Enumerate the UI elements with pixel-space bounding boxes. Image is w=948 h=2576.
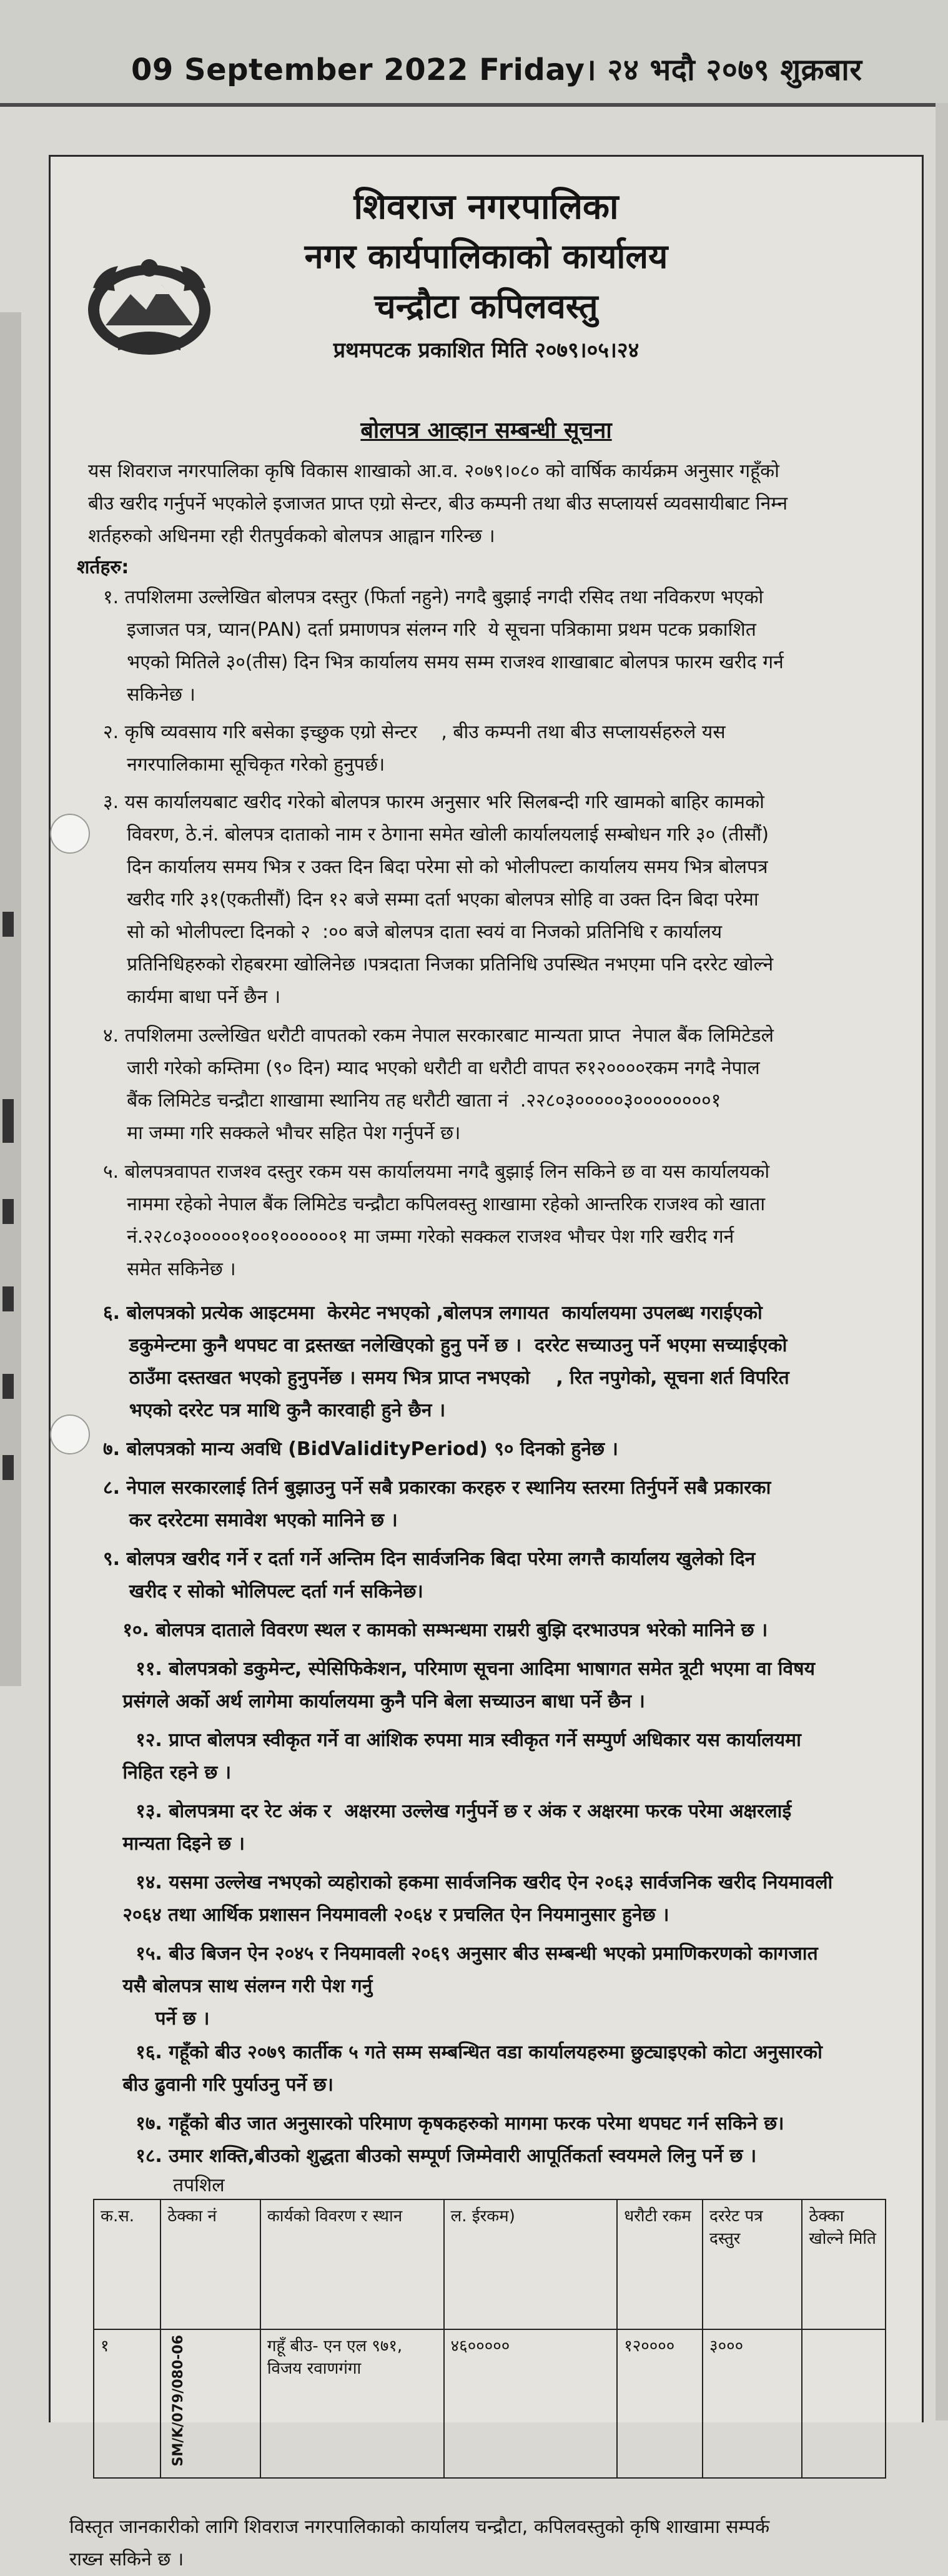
condition-item — [103, 1156, 769, 1286]
condition-item — [103, 1020, 774, 1150]
condition-line: ठाउँमा दस्तखत भएको हुनुपर्नेछ । समय भित्र प्राप्त नभएको , रित नपुगेको, सूचना शर्त विपरित — [103, 1367, 789, 1389]
condition-item — [103, 581, 784, 711]
condition-line: ११. बोलपत्रको डकुमेन्ट, स्पेसिफिकेशन, परिमाण सूचना आदिमा भाषागत समेत त्रूटी भएमा वा विषय — [103, 1658, 815, 1680]
published-date: प्रथमपटक प्रकाशित मिति २०७९।०५।२४ — [333, 338, 639, 363]
condition-line: विवरण, ठे.नं. बोलपत्र दाताको नाम र ठेगाना समेत खोली कार्यालयलाई सम्बोधन गरि ३० (तीसौं) — [103, 824, 769, 846]
condition-line: १८. उमार शक्ति,बीउको शुद्धता बीउको सम्पूर्ण जिम्मेवारी आपूर्तिकर्ता स्वयमले लिनु पर्ने छ । — [103, 2145, 757, 2167]
condition-line: १५. बीउ बिजन ऐन २०४५ र नियमावली २०६९ अनुसार बीउ सम्बन्धी भएको प्रमाणिकरणको कागजात — [103, 1943, 818, 1965]
condition-line: ९. बोलपत्र खरीद गर्ने र दर्ता गर्ने अन्तिम दिन सार्वजनिक बिदा परेमा लगत्तै कार्यालय खुलेको दिन — [103, 1548, 756, 1570]
condition-line: २. कृषि व्यवसाय गरि बसेका इच्छुक एग्रो सेन्टर , बीउ कम्पनी तथा बीउ सप्लायर्सहरुले यस — [103, 721, 726, 743]
condition-line: १३. बोलपत्रमा दर रेट अंक र अक्षरमा उल्लेख गर्नुपर्ने छ र अंक र अक्षरमा फरक परेमा अक्षरलाई — [103, 1800, 792, 1822]
intro-line: शर्तहरुको अधिनमा रही रीतपुर्वकको बोलपत्र आह्वान गरिन्छ । — [88, 525, 495, 547]
condition-line: ६. बोलपत्रको प्रत्येक आइटममा केरमेट नभएको ,बोलपत्र लगायत कार्यालयमा उपलब्ध गराईएको — [103, 1302, 763, 1324]
condition-item — [103, 1653, 815, 1718]
cell-serial: १ — [94, 2329, 160, 2478]
contract-no-text: SM/K/079/080-06 — [170, 2335, 187, 2467]
condition-line: यसै बोलपत्र साथ संलग्न गरी पेश गर्नु — [103, 1975, 373, 1997]
condition-line: १०. बोलपत्र दाताले विवरण स्थल र कामको सम्भन्धमा राम्ररी बुझि दरभाउपत्र भरेको मानिने छ । — [103, 1619, 768, 1641]
condition-item — [103, 716, 726, 781]
condition-line: समेत सकिनेछ । — [103, 1258, 236, 1280]
condition-line: डकुमेन्टमा कुनै थपघट वा द्रस्तख्त नलेखिएको हुनु पर्ने छ । दररेट सच्याउनु पर्ने भएमा सच्याईएको — [103, 1335, 788, 1356]
table-header-row — [94, 2199, 886, 2329]
newspaper-header — [0, 0, 948, 107]
condition-line: १६. गहूँको बीउ २०७९ कार्तीक ५ गते सम्म सम्बन्धित वडा कार्यालयहरुमा छुट्याइएको कोटा अनुसारको — [103, 2041, 822, 2063]
intro-paragraph — [88, 455, 788, 553]
conditions-label: शर्तहरु: — [77, 556, 129, 578]
condition-item — [103, 2108, 784, 2140]
column-header: धरौटी रकम — [617, 2199, 703, 2329]
org-name: शिवराज नगरपालिका — [353, 187, 619, 227]
condition-line: भएको दररेट पत्र माथि कुनै कारवाही हुने छैन । — [103, 1399, 446, 1421]
condition-line: ८. नेपाल सरकारलाई तिर्न बुझाउनु पर्ने सबै प्रकारका करहरु र स्थानिय स्तरमा तिर्नुपर्ने सबै प्रकारका — [103, 1477, 771, 1499]
cell-estimated-amount: ४६००००० — [444, 2329, 618, 2478]
condition-line: २०६४ तथा आर्थिक प्रशासन नियमावली २०६४ र प्रचलित ऐन नियमानुसार हुनेछ । — [103, 1904, 669, 1926]
column-header: दररेट पत्र दस्तुर — [703, 2199, 802, 2329]
condition-line: नाममा रहेको नेपाल बैंक लिमिटेड चन्द्रौटा कपिलवस्तु शाखामा रहेको आन्तरिक राजश्व को खाता — [103, 1193, 766, 1215]
condition-line: प्रतिनिधिहरुको रोहबरमा खोलिनेछ ।पत्रदाता निजका प्रतिनिधि उपस्थित नभएमा पनि दररेट खोल्ने — [103, 954, 774, 975]
condition-line: बीउ ढुवानी गरि पुर्याउनु पर्ने छ। — [103, 2074, 333, 2096]
column-header: ठेक्का खोल्ने मिति — [802, 2199, 886, 2329]
column-header: ठेक्का नं — [160, 2199, 260, 2329]
condition-item — [103, 1614, 768, 1647]
adjacent-column-edge — [0, 312, 21, 1686]
condition-item — [103, 1472, 771, 1537]
condition-line: भएको मितिले ३०(तीस) दिन भित्र कार्यालय समय सम्म राजश्व शाखाबाट बोलपत्र फारम खरीद गर्न — [103, 651, 784, 673]
table-row — [94, 2329, 886, 2478]
condition-item — [103, 786, 773, 1014]
condition-line: १. तपशिलमा उल्लेखित बोलपत्र दस्तुर (फिर्ता नहुने) नगदै बुझाई नगदी रसिद तथा नविकरण भएको — [103, 586, 764, 608]
condition-line: कर दररेटमा समावेश भएको मानिने छ । — [103, 1509, 398, 1531]
footer-line: राख्न सकिने छ । — [69, 2549, 184, 2570]
condition-line: पर्ने छ । — [103, 2008, 210, 2030]
cell-fee: ३००० — [703, 2329, 802, 2478]
condition-line: नगरपालिकामा सूचिकृत गरेको हुनुपर्छ। — [103, 754, 385, 776]
newspaper-date: 09 September 2022 Friday। २४ भदौ २०७९ शुक्रबार — [131, 52, 862, 87]
condition-item — [103, 1433, 618, 1466]
column-header: क.स. — [94, 2199, 160, 2329]
office-name: नगर कार्यपालिकाको कार्यालय — [304, 237, 668, 276]
condition-item — [103, 1867, 832, 1932]
punch-hole — [50, 1414, 90, 1454]
office-location: चन्द्रौटा कपिलवस्तु — [374, 287, 598, 326]
condition-line: ७. बोलपत्रको मान्य अवधि (BidValidityPeriod) ९० दिनको हुनेछ । — [103, 1438, 618, 1460]
condition-line: इजाजत पत्र, प्यान(PAN) दर्ता प्रमाणपत्र संलग्न गरि ये सूचना पत्रिकामा प्रथम पटक प्रकाशित — [103, 619, 756, 641]
condition-line: सकिनेछ । — [103, 684, 195, 706]
punch-hole — [50, 814, 90, 854]
condition-item — [103, 2036, 822, 2101]
condition-line: निहित रहने छ । — [103, 1762, 232, 1784]
condition-item — [103, 1938, 818, 2035]
condition-item — [103, 1543, 755, 1608]
condition-line: १७. गहूँको बीउ जात अनुसारको परिमाण कृषकहरुको मागमा फरक परेमा थपघट गर्न सकिने छ। — [103, 2113, 784, 2134]
condition-line: मान्यता दिइने छ । — [103, 1833, 245, 1855]
cell-deposit: १२०००० — [617, 2329, 703, 2478]
condition-line: दिन कार्यालय समय भित्र र उक्त दिन बिदा परेमा सो को भोलीपल्टा कार्यालय समय भित्र बोलपत्र — [103, 856, 768, 878]
cell-open-date — [802, 2329, 886, 2478]
cell-contract-no — [160, 2329, 260, 2478]
condition-line: नं.२२८०३०००००१००१००००००१ मा जम्मा गरेको सक्कल राजश्व भौचर पेश गरि खरीद गर्न — [103, 1226, 734, 1248]
condition-line: बैंक लिमिटेड चन्द्रौटा शाखामा स्थानिय तह धरौटी खाता नं .२२८०३०००००३००००००००१ — [103, 1090, 721, 1112]
condition-line: ४. तपशिलमा उल्लेखित धरौटी वापतको रकम नेपाल सरकारबाट मान्यता प्राप्त नेपाल बैंक लिमिटेडले — [103, 1025, 774, 1047]
condition-line: ३. यस कार्यालयबाट खरीद गरेको बोलपत्र फारम अनुसार भरि सिलबन्दी गरि खामको बाहिर कामको — [103, 791, 764, 813]
tender-table — [93, 2199, 886, 2479]
condition-line: सो को भोलीपल्टा दिनको २ :०० बजे बोलपत्र दाता स्वयं वा निजको प्रतिनिधि र कार्यालय — [103, 921, 723, 943]
condition-line: प्रसंगले अर्को अर्थ लागेमा कार्यालयमा कुनै पनि बेला सच्याउन बाधा पर्ने छैन । — [103, 1690, 645, 1712]
condition-item — [103, 1297, 789, 1427]
adjacent-column-edge-right — [936, 103, 948, 2421]
condition-line: कार्यमा बाधा पर्ने छैन । — [103, 986, 281, 1008]
condition-line: ५. बोलपत्रवापत राजश्व दस्तुर रकम यस कार्यालयमा नगदै बुझाई लिन सकिने छ वा यस कार्यालयको — [103, 1161, 770, 1183]
condition-line: जारी गरेको कम्तिमा (९० दिन) म्याद भएको धरौटी वा धरौटी वापत रु१२००००रकम नगदै नेपाल — [103, 1057, 760, 1079]
column-header: कार्यको विवरण र स्थान — [260, 2199, 444, 2329]
condition-line: खरीद गरि ३१(एकतीसौं) दिन १२ बजे सम्मा दर्ता भएका बोलपत्र सोहि वा उक्त दिन बिदा परेमा — [103, 889, 759, 910]
tender-notice — [49, 155, 924, 2570]
notice-title: बोलपत्र आव्हान सम्बन्धी सूचना — [360, 418, 612, 443]
condition-line: खरीद र सोको भोलिपल्ट दर्ता गर्न सकिनेछ। — [103, 1581, 423, 1602]
footer-line: विस्तृत जानकारीको लागि शिवराज नगरपालिकाको कार्यालय चन्द्रौटा, कपिलवस्तुको कृषि शाखामा सम्पर्क — [69, 2516, 770, 2538]
intro-line: बीउ खरीद गर्नुपर्ने भएकोले इजाजत प्राप्त एग्रो सेन्टर, बीउ कम्पनी तथा बीउ सप्लायर्स व्यवसायीबाट निम्न — [88, 493, 788, 515]
condition-item — [103, 1724, 801, 1789]
condition-item — [103, 2140, 756, 2173]
column-header: ल. ईरकम) — [444, 2199, 618, 2329]
footer-note — [69, 2511, 769, 2576]
condition-item — [103, 1795, 791, 1860]
condition-line: १४. यसमा उल्लेख नभएको व्यहोराको हकमा सार्वजनिक खरीद ऐन २०६३ सार्वजनिक खरीद नियमावली — [103, 1872, 833, 1893]
table-label: तपशिल — [173, 2174, 225, 2196]
condition-line: १२. प्राप्त बोलपत्र स्वीकृत गर्ने वा आंशिक रुपमा मात्र स्वीकृत गर्ने सम्पुर्ण अधिकार यस कार्यालयमा — [103, 1729, 801, 1751]
intro-line: यस शिवराज नगरपालिका कृषि विकास शाखाको आ.व. २०७९।०८० को वार्षिक कार्यक्रम अनुसार गहूँको — [88, 460, 779, 482]
cell-description: गहूँ बीउ- एन एल ९७१, विजय रवाणगंगा — [260, 2329, 444, 2478]
condition-line: मा जम्मा गरि सक्कले भौचर सहित पेश गर्नुपर्ने छ। — [103, 1122, 461, 1144]
